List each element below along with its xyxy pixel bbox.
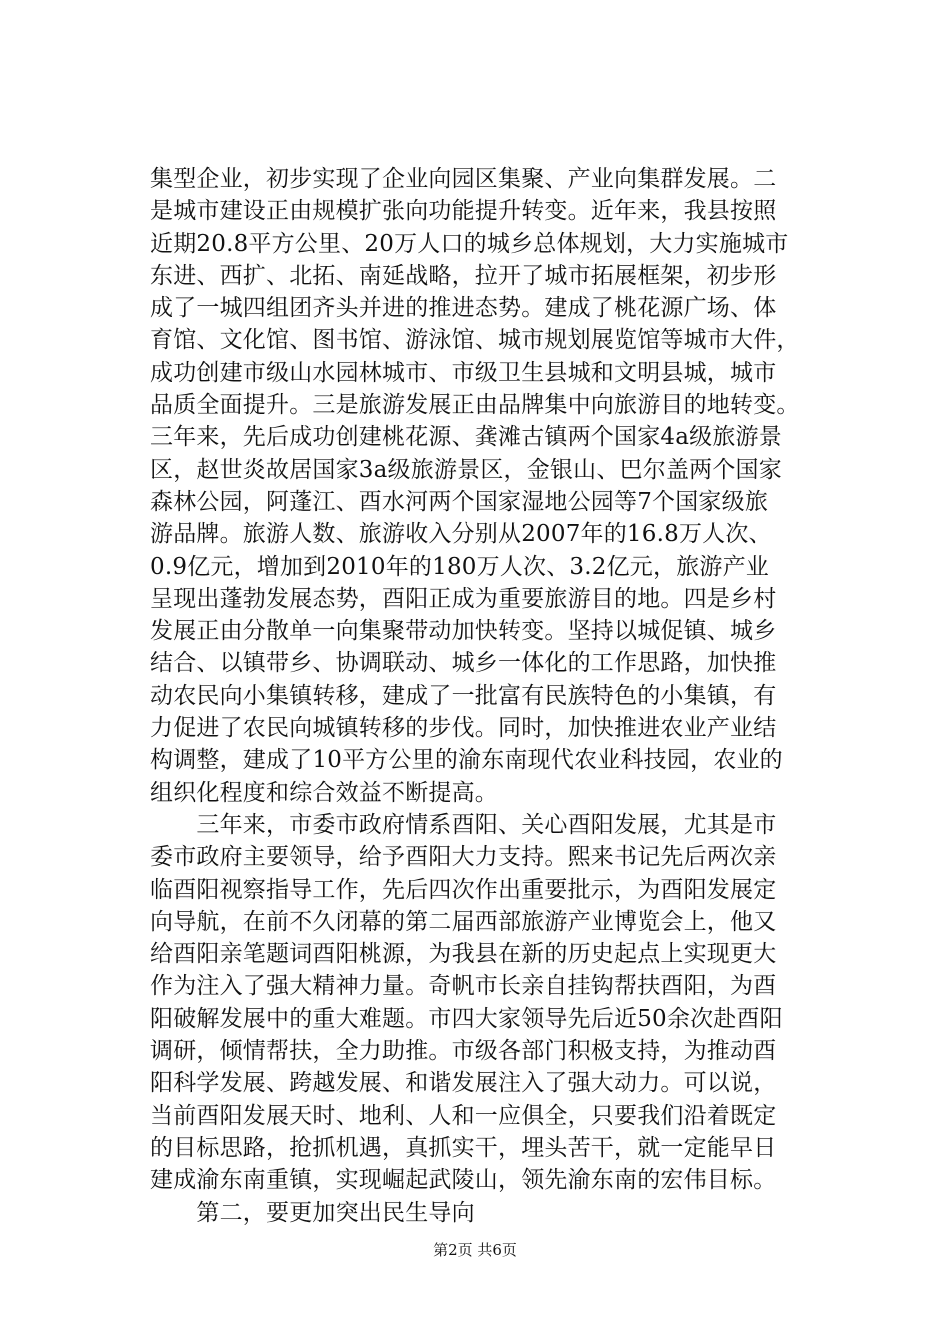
text-line: 建成渝东南重镇，实现崛起武陵山，领先渝东南的宏伟目标。: [150, 1167, 777, 1194]
text-line: 成功创建市级山水园林城市、市级卫生县城和文明县城，城市: [150, 359, 777, 386]
text-line: 向导航，在前不久闭幕的第二届西部旅游产业博览会上，他又: [150, 908, 777, 935]
text-line: 当前酉阳发展天时、地利、人和一应俱全，只要我们沿着既定: [150, 1102, 777, 1129]
text-line: 委市政府主要领导，给予酉阳大力支持。熙来书记先后两次亲: [150, 844, 777, 871]
text-line: 给酉阳亲笔题词酉阳桃源，为我县在新的历史起点上实现更大: [150, 941, 777, 968]
text-line: 力促进了农民向城镇转移的步伐。同时，加快推进农业产业结: [150, 715, 777, 742]
text-line: 结合、以镇带乡、协调联动、城乡一体化的工作思路，加快推: [150, 650, 777, 677]
text-line: 发展正由分散单一向集聚带动加快转变。坚持以城促镇、城乡: [150, 618, 777, 645]
text-line: 三年来，市委市政府情系酉阳、关心酉阳发展，尤其是市: [150, 811, 777, 838]
text-line: 游品牌。旅游人数、旅游收入分别从2007年的16.8万人次、: [150, 521, 772, 548]
text-line: 作为注入了强大精神力量。奇帆市长亲自挂钩帮扶酉阳，为酉: [150, 973, 777, 1000]
text-line: 集型企业，初步实现了企业向园区集聚、产业向集群发展。二: [150, 166, 777, 192]
text-line: 东进、西扩、北拓、南延战略，拉开了城市拓展框架，初步形: [150, 262, 777, 289]
body-text: [150, 163, 840, 1229]
page-footer: 第2页 共6页: [433, 1241, 517, 1259]
text-line: 组织化程度和综合效益不断提高。: [150, 779, 498, 806]
text-line: 三年来，先后成功创建桃花源、龚滩古镇两个国家4a级旅游景: [150, 424, 782, 451]
text-line: 是城市建设正由规模扩张向功能提升转变。近年来，我县按照: [150, 198, 777, 225]
text-line: 临酉阳视察指导工作，先后四次作出重要批示，为酉阳发展定: [150, 876, 777, 903]
text-line: 品质全面提升。三是旅游发展正由品牌集中向旅游目的地转变。: [150, 392, 800, 419]
text-line: 0.9亿元，增加到2010年的180万人次、3.2亿元，旅游产业: [150, 553, 769, 580]
text-line: 森林公园，阿蓬江、酉水河两个国家湿地公园等7个国家级旅: [150, 488, 769, 515]
text-line: 成了一城四组团齐头并进的推进态势。建成了桃花源广场、体: [150, 295, 777, 322]
text-line: 第二，要更加突出民生导向: [150, 1199, 475, 1226]
text-line: 育馆、文化馆、图书馆、游泳馆、城市规划展览馆等城市大件，: [150, 327, 800, 354]
text-line: 构调整，建成了10平方公里的渝东南现代农业科技园，农业的: [150, 747, 783, 774]
text-line: 阳破解发展中的重大难题。市四大家领导先后近50余次赴酉阳: [150, 1005, 783, 1032]
text-line: 区，赵世炎故居国家3a级旅游景区，金银山、巴尔盖两个国家: [150, 456, 782, 483]
text-line: 的目标思路，抢抓机遇，真抓实干，埋头苦干，就一定能早日: [150, 1134, 777, 1161]
text-line: 阳科学发展、跨越发展、和谐发展注入了强大动力。可以说，: [150, 1070, 777, 1097]
text-line: 近期20.8平方公里、20万人口的城乡总体规划，大力实施城市: [150, 230, 789, 257]
text-line: 调研，倾情帮扶，全力助推。市级各部门积极支持，为推动酉: [150, 1038, 777, 1065]
text-line: 动农民向小集镇转移，建成了一批富有民族特色的小集镇，有: [150, 682, 777, 709]
text-line: 呈现出蓬勃发展态势，酉阳正成为重要旅游目的地。四是乡村: [150, 585, 777, 612]
